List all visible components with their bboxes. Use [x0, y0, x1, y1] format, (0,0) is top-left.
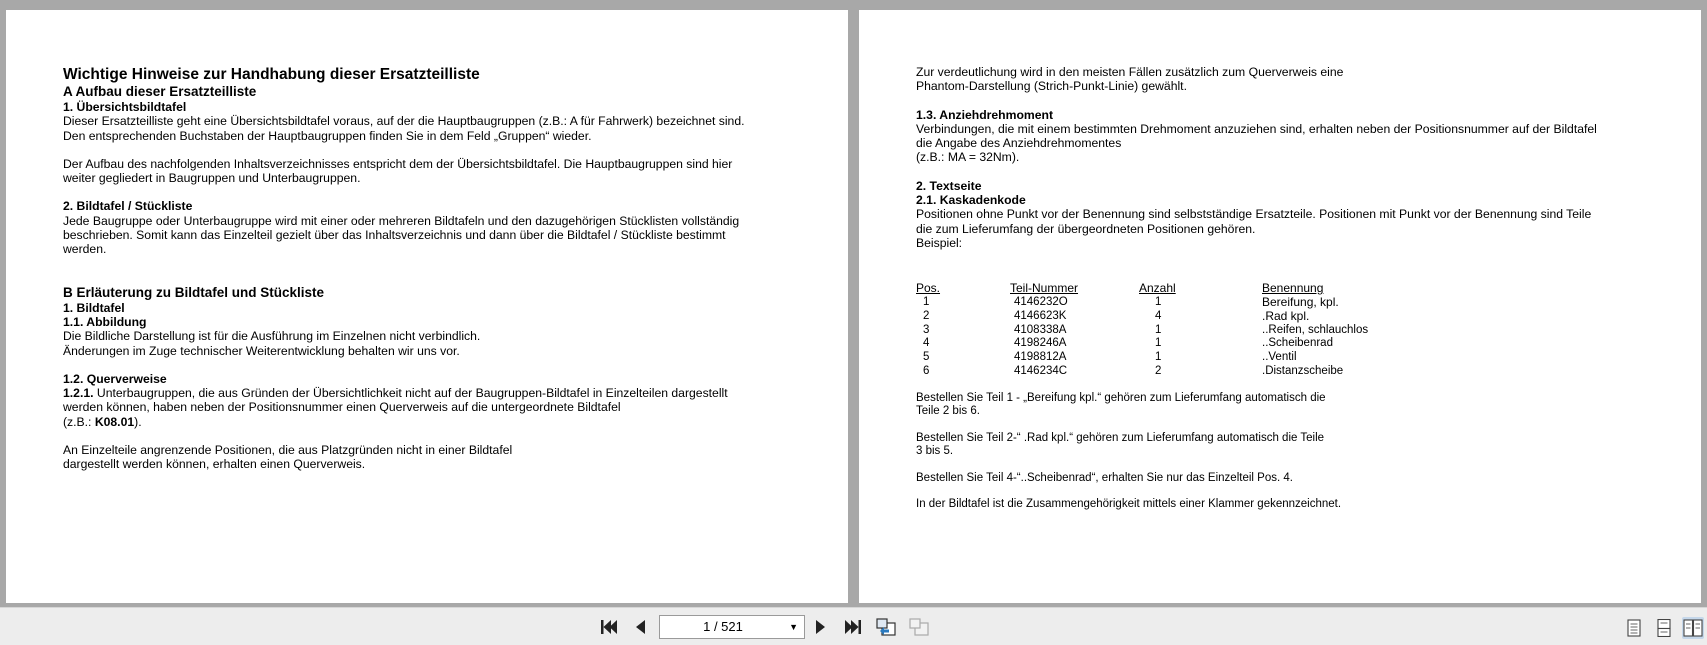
parts-table-header: [916, 282, 1661, 296]
text-line: werden.: [63, 242, 107, 257]
section-a-heading: A Aufbau dieser Ersatzteilliste: [63, 84, 257, 99]
page-title: Wichtige Hinweise zur Handhabung dieser Ersatzteilliste: [63, 66, 480, 83]
text-line: beschrieben. Somit kann das Einzelteil gezielt über das Inhaltsverzeichnis und dann über die Bildtafel / Stückliste bestimmt: [63, 228, 726, 243]
first-page-icon[interactable]: [598, 616, 620, 638]
sub13-heading: 1.3. Anziehdrehmoment: [916, 107, 1054, 122]
viewer-toolbar: [0, 607, 1707, 645]
text-line: Dieser Ersatzteilliste geht eine Übersichtsbildtafel voraus, auf der die Hauptbaugruppen (z.B.: A für Fahrwerk) bezeichnet sind.: [63, 114, 745, 129]
page-indicator: 1 / 521: [703, 619, 743, 634]
go-back-view-icon[interactable]: [875, 616, 897, 638]
cell-anzahl: 2: [1155, 365, 1162, 378]
text-line: Bestellen Sie Teil 2-“ .Rad kpl.“ gehören zum Lieferumfang automatisch die Teile: [916, 431, 1325, 444]
text-line: weiter gegliedert in Baugruppen und Unterbaugruppen.: [63, 171, 361, 186]
cell-benennung: .Distanzscheibe: [1262, 365, 1344, 378]
text-line: In der Bildtafel ist die Zusammengehörigkeit mittels einer Klammer gekennzeichnet.: [916, 498, 1342, 511]
text-line: Den entsprechenden Buchstaben der Hauptbaugruppen finden Sie in dem Feld „Gruppen“ wieder.: [63, 128, 592, 143]
table-row: [916, 351, 1661, 365]
reference-code: K08.01: [94, 414, 135, 429]
text-line: [63, 415, 792, 429]
sec2-heading: 2. Textseite: [916, 178, 982, 193]
next-page-icon[interactable]: [810, 616, 832, 638]
document-page-left: [6, 10, 848, 603]
text-line: Änderungen im Zuge technischer Weiterentwicklung behalten wir uns vor.: [63, 343, 460, 358]
column-header-anzahl: Anzahl: [1139, 281, 1176, 296]
chevron-down-icon[interactable]: ▼: [789, 622, 798, 632]
column-header-pos: Pos.: [916, 281, 941, 296]
text-line: Die Bildliche Darstellung ist für die Ausführung im Einzelnen nicht verbindlich.: [63, 329, 481, 344]
cell-anzahl: 1: [1155, 351, 1162, 364]
text-line: Teile 2 bis 6.: [916, 405, 980, 418]
cell-benennung: ..Reifen, schlauchlos: [1262, 323, 1369, 336]
section-a-sub2-heading: 2. Bildtafel / Stückliste: [63, 199, 193, 214]
cell-pos: 5: [923, 351, 930, 364]
document-page-right: [859, 10, 1701, 603]
text-line: Beispiel:: [916, 235, 963, 250]
text-line: Bestellen Sie Teil 4-“..Scheibenrad“, erhalten Sie nur das Einzelteil Pos. 4.: [916, 471, 1293, 484]
section-b-sub1-heading: 1. Bildtafel: [63, 300, 125, 315]
cell-teil-nummer: 4198246A: [1014, 337, 1067, 350]
text-span: Unterbaugruppen, die aus Gründen der Übersichtlichkeit nicht auf der Baugruppen-Bildtafel in Einzelteilen dargestellt: [93, 386, 728, 401]
text-line: 3 bis 5.: [916, 445, 954, 458]
table-row: [916, 310, 1661, 324]
two-page-view-icon[interactable]: [1682, 617, 1704, 639]
cell-teil-nummer: 4146234C: [1014, 365, 1068, 378]
cell-teil-nummer: 4198812A: [1014, 351, 1067, 364]
cell-pos: 1: [923, 296, 930, 309]
cell-pos: 3: [923, 323, 930, 336]
text-line: Jede Baugruppe oder Unterbaugruppe wird mit einer oder mehreren Bildtafeln und den dazugehörigen Stücklisten vollständig: [63, 213, 740, 228]
cell-anzahl: 1: [1155, 323, 1162, 336]
text-span: (z.B.:: [63, 414, 95, 429]
text-line: Verbindungen, die mit einem bestimmten Drehmoment anzuziehen sind, erhalten neben der Positionsnummer auf der Bildtafel: [916, 121, 1597, 136]
single-page-view-icon[interactable]: [1623, 617, 1645, 639]
cell-benennung: Bereifung, kpl.: [1262, 295, 1339, 310]
text-line: die zum Lieferumfang der übergeordneten Positionen gehören.: [916, 221, 1256, 236]
text-line: dargestellt werden können, erhalten einen Querverweis.: [63, 457, 366, 472]
table-row: [916, 365, 1661, 379]
section-b-sub11-heading: 1.1. Abbildung: [63, 314, 147, 329]
cell-benennung: ..Scheibenrad: [1262, 337, 1333, 350]
text-line: An Einzelteile angrenzende Positionen, die aus Platzgründen nicht in einer Bildtafel: [63, 443, 513, 458]
cell-teil-nummer: 4146623K: [1014, 309, 1067, 322]
last-page-icon[interactable]: [842, 616, 864, 638]
section-a-sub1-heading: 1. Übersichtsbildtafel: [63, 100, 187, 114]
previous-page-icon[interactable]: [629, 616, 651, 638]
section-b-sub12-heading: 1.2. Querverweise: [63, 371, 167, 386]
cell-teil-nummer: 4146232O: [1014, 296, 1068, 309]
table-row: [916, 324, 1661, 338]
cell-pos: 2: [923, 309, 930, 322]
cell-anzahl: 1: [1155, 337, 1162, 350]
continuous-view-icon[interactable]: [1653, 617, 1675, 639]
table-row: [916, 296, 1661, 310]
text-line: die Angabe des Anziehdrehmomentes: [916, 136, 1122, 151]
text-line: Der Aufbau des nachfolgenden Inhaltsverzeichnisses entspricht dem der Übersichtsbildtafel. Die Hauptbaugruppen sind hier: [63, 156, 733, 171]
cell-benennung: .Rad kpl.: [1262, 308, 1310, 323]
cell-anzahl: 4: [1155, 309, 1162, 322]
column-header-benennung: Benennung: [1262, 281, 1324, 296]
text-line: Phantom-Darstellung (Strich-Punkt-Linie) gewählt.: [916, 79, 1187, 94]
cell-pos: 6: [923, 365, 930, 378]
page-number-input[interactable]: [659, 615, 805, 639]
cell-anzahl: 1: [1155, 296, 1162, 309]
section-b-heading: B Erläuterung zu Bildtafel und Stückliste: [63, 284, 325, 300]
text-line: Zur verdeutlichung wird in den meisten Fällen zusätzlich zum Querverweis eine: [916, 65, 1344, 79]
parts-table: [916, 282, 1661, 379]
text-line: [63, 386, 792, 400]
cell-teil-nummer: 4108338A: [1014, 323, 1067, 336]
cell-pos: 4: [923, 337, 930, 350]
text-line: (z.B.: MA = 32Nm).: [916, 150, 1020, 165]
sub21-heading: 2.1. Kaskadenkode: [916, 193, 1026, 208]
cell-benennung: ..Ventil: [1262, 351, 1297, 364]
section-b-sub121-label: 1.2.1.: [63, 386, 94, 401]
go-forward-view-icon[interactable]: [908, 616, 930, 638]
table-row: [916, 337, 1661, 351]
text-line: Bestellen Sie Teil 1 - „Bereifung kpl.“ gehören zum Lieferumfang automatisch die: [916, 391, 1326, 404]
text-line: werden können, haben neben der Positionsnummer einen Querverweis auf die untergeordnete Bildtafel: [63, 400, 621, 415]
text-span: ).: [134, 414, 142, 429]
column-header-teil-nummer: Teil-Nummer: [1010, 281, 1079, 296]
text-line: Positionen ohne Punkt vor der Benennung sind selbstständige Ersatzteile. Positionen mit Punkt vor der Benennung sind Teile: [916, 207, 1592, 222]
